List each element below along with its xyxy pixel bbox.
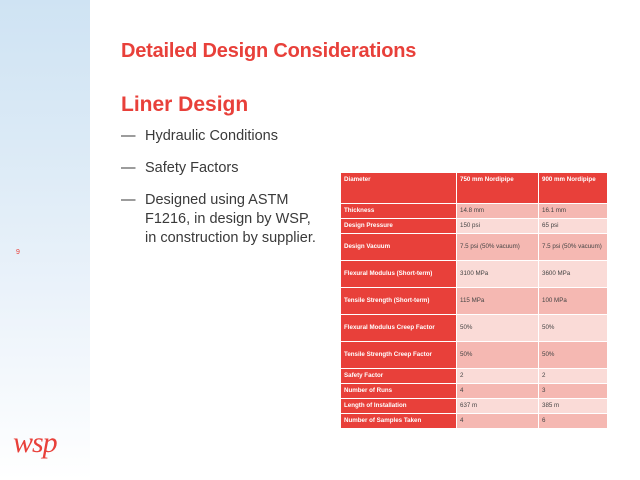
table-row — [341, 414, 608, 429]
table-cell: 50% — [457, 315, 539, 342]
table-cell: 50% — [539, 315, 608, 342]
slide-title: Detailed Design Considerations — [121, 40, 417, 62]
table-cell: 7.5 psi (50% vacuum) — [457, 234, 539, 261]
table-cell: 7.5 psi (50% vacuum) — [539, 234, 608, 261]
row-label: Safety Factor — [341, 369, 457, 384]
table-cell: 6 — [539, 414, 608, 429]
table-cell: 4 — [457, 414, 539, 429]
table-cell: 385 m — [539, 399, 608, 414]
row-label: Length of Installation — [341, 399, 457, 414]
table-cell: 50% — [539, 342, 608, 369]
table-row — [341, 342, 608, 369]
table-cell: 14.8 mm — [457, 204, 539, 219]
wsp-logo — [12, 428, 70, 464]
table-cell: 2 — [539, 369, 608, 384]
table-row — [341, 204, 608, 219]
table-row — [341, 219, 608, 234]
table-cell: 100 MPa — [539, 288, 608, 315]
table-cell: 4 — [457, 384, 539, 399]
logo-wordmark: wsp — [13, 428, 57, 459]
table-cell: 65 psi — [539, 219, 608, 234]
row-label: Thickness — [341, 204, 457, 219]
table-cell: 3 — [539, 384, 608, 399]
table-row — [341, 369, 608, 384]
table-cell: 3100 MPa — [457, 261, 539, 288]
row-label: Number of Runs — [341, 384, 457, 399]
header-cell: 900 mm Nordipipe — [539, 173, 608, 204]
table-row — [341, 315, 608, 342]
table-cell: 16.1 mm — [539, 204, 608, 219]
bullet-item — [121, 127, 321, 146]
slide-subtitle: Liner Design — [121, 93, 249, 116]
table-cell: 2 — [457, 369, 539, 384]
row-label: Flexural Modulus Creep Factor — [341, 315, 457, 342]
bullet-dash: — — [121, 160, 136, 176]
table-cell: 115 MPa — [457, 288, 539, 315]
bullet-text: Hydraulic Conditions — [145, 128, 278, 144]
row-label: Design Vacuum — [341, 234, 457, 261]
table-cell: 3600 MPa — [539, 261, 608, 288]
table-row — [341, 384, 608, 399]
bullet-item — [121, 191, 321, 248]
table-row — [341, 234, 608, 261]
sidebar-gradient — [0, 0, 90, 480]
row-label: Number of Samples Taken — [341, 414, 457, 429]
header-cell: Diameter — [341, 173, 457, 204]
table-row — [341, 399, 608, 414]
bullet-list — [121, 127, 321, 261]
liner-spec-table — [340, 172, 608, 429]
row-label: Flexural Modulus (Short-term) — [341, 261, 457, 288]
header-cell: 750 mm Nordipipe — [457, 173, 539, 204]
page-number: 9 — [16, 249, 20, 256]
row-label: Tensile Strength (Short-term) — [341, 288, 457, 315]
table-cell: 50% — [457, 342, 539, 369]
bullet-dash: — — [121, 128, 136, 144]
bullet-dash: — — [121, 192, 136, 208]
row-label: Tensile Strength Creep Factor — [341, 342, 457, 369]
bullet-text: Designed using ASTM F1216, in design by WSP, in construction by supplier. — [145, 192, 316, 246]
bullet-item — [121, 159, 321, 178]
table-cell: 637 m — [457, 399, 539, 414]
table-cell: 150 psi — [457, 219, 539, 234]
row-label: Design Pressure — [341, 219, 457, 234]
bullet-text: Safety Factors — [145, 160, 239, 176]
table-header-row — [341, 173, 608, 204]
table-row — [341, 288, 608, 315]
table-row — [341, 261, 608, 288]
